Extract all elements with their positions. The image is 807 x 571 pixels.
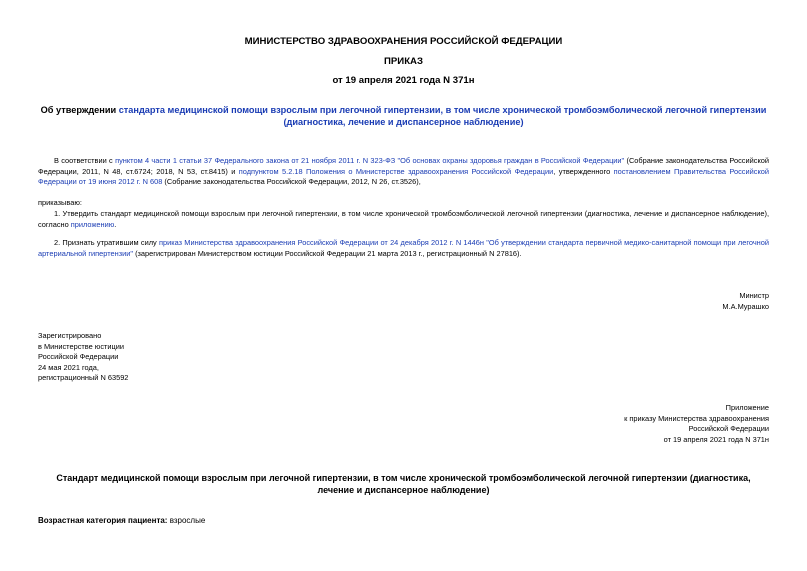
federal-law-link[interactable]: пунктом 4 части 1 статьи 37 Федерального закона от 21 ноября 2011 г. N 323-ФЗ "Об основах охраны здоровья граждан в Российской Федерации" [115, 156, 625, 165]
preamble-text-4: (Собрание законодательства Российской Федерации, 2012, N 26, ст.3526), [162, 177, 421, 186]
appendix-line: к приказу Министерства здравоохранения [624, 413, 769, 423]
registration-line: Российской Федерации [38, 352, 119, 361]
doc-type-heading: ПРИКАЗ [384, 56, 423, 67]
item-2-text: 2. Признать утратившим силу [54, 238, 159, 247]
signature-position: Министр [739, 291, 769, 300]
registration-line: Зарегистрировано [38, 331, 102, 340]
item-2-end: (зарегистрирован Министерством юстиции Российской Федерации 21 марта 2013 г., регистрационный N 27816). [133, 248, 522, 258]
registration-line: 24 мая 2021 года, [38, 362, 99, 372]
repealed-order-link[interactable]: приказ Министерства здравоохранения Российской Федерации от 24 декабря 2012 г. N 1446н "Об утверждении стандарта первичной медико-санитарной помощи при легочной артериальной гипертензии" [38, 238, 769, 258]
standard-title: Стандарт медицинской помощи взрослым при легочной гипертензии, в том числе хронической тромбоэмболической легочной гипертензии (диагностика, лечение и диспансерное наблюдение) [56, 473, 751, 495]
order-title-prefix: Об утверждении [40, 105, 119, 115]
preamble-text-2: (Собрание законодательства Российской Федерации, 2011, N 48, ст.6724; 2018, N 53, ст.8415) и [38, 156, 769, 176]
signature-block [722, 291, 769, 312]
age-category [38, 515, 205, 526]
appendix-line: Приложение [725, 403, 769, 412]
appendix-line: Российской Федерации [688, 424, 769, 433]
preamble-text-1: В соответствии с [54, 156, 116, 165]
appendix-line: от 19 апреля 2021 года N 371н [663, 434, 769, 444]
order-title-link[interactable]: стандарта медицинской помощи взрослым при легочной гипертензии, в том числе хронической тромбоэмболической легочной гипертензии (диагностика, лечение и диспансерное наблюдение) [118, 105, 767, 127]
appendix-link[interactable]: приложению [70, 219, 115, 229]
ministry-heading: МИНИСТЕРСТВО ЗДРАВООХРАНЕНИЯ РОССИЙСКОЙ ФЕДЕРАЦИИ [244, 36, 563, 47]
item-1-end: . [114, 219, 117, 229]
order-word: приказываю: [38, 198, 82, 207]
registration-line: регистрационный N 63592 [38, 373, 129, 382]
registration-block [38, 331, 128, 384]
regulation-link[interactable]: подпунктом 5.2.18 Положения о Министерстве здравоохранения Российской Федерации [238, 166, 554, 176]
government-decree-link[interactable]: постановлением Правительства Российской Федерации от 19 июня 2012 г. N 608 [38, 166, 770, 186]
age-category-value: взрослые [167, 516, 206, 525]
order-item-1 [38, 209, 769, 230]
preamble-paragraph [38, 156, 769, 188]
age-category-label: Возрастная категория пациента: [38, 516, 168, 525]
appendix-block [624, 403, 769, 445]
item-1-text: 1. Утвердить стандарт медицинской помощи взрослым при легочной гипертензии, в том числе хронической тромбоэмболической легочной гипертензии (диагностика, лечение и диспансерное наблюдение), согласно [38, 209, 769, 229]
registration-line: в Министерстве юстиции [38, 341, 125, 351]
preamble-text-3: , утвержденного [553, 166, 614, 176]
order-item-2 [38, 238, 769, 259]
order-date-number: от 19 апреля 2021 года N 371н [332, 75, 475, 86]
signature-name: М.А.Мурашко [722, 301, 769, 311]
order-title [38, 104, 769, 128]
